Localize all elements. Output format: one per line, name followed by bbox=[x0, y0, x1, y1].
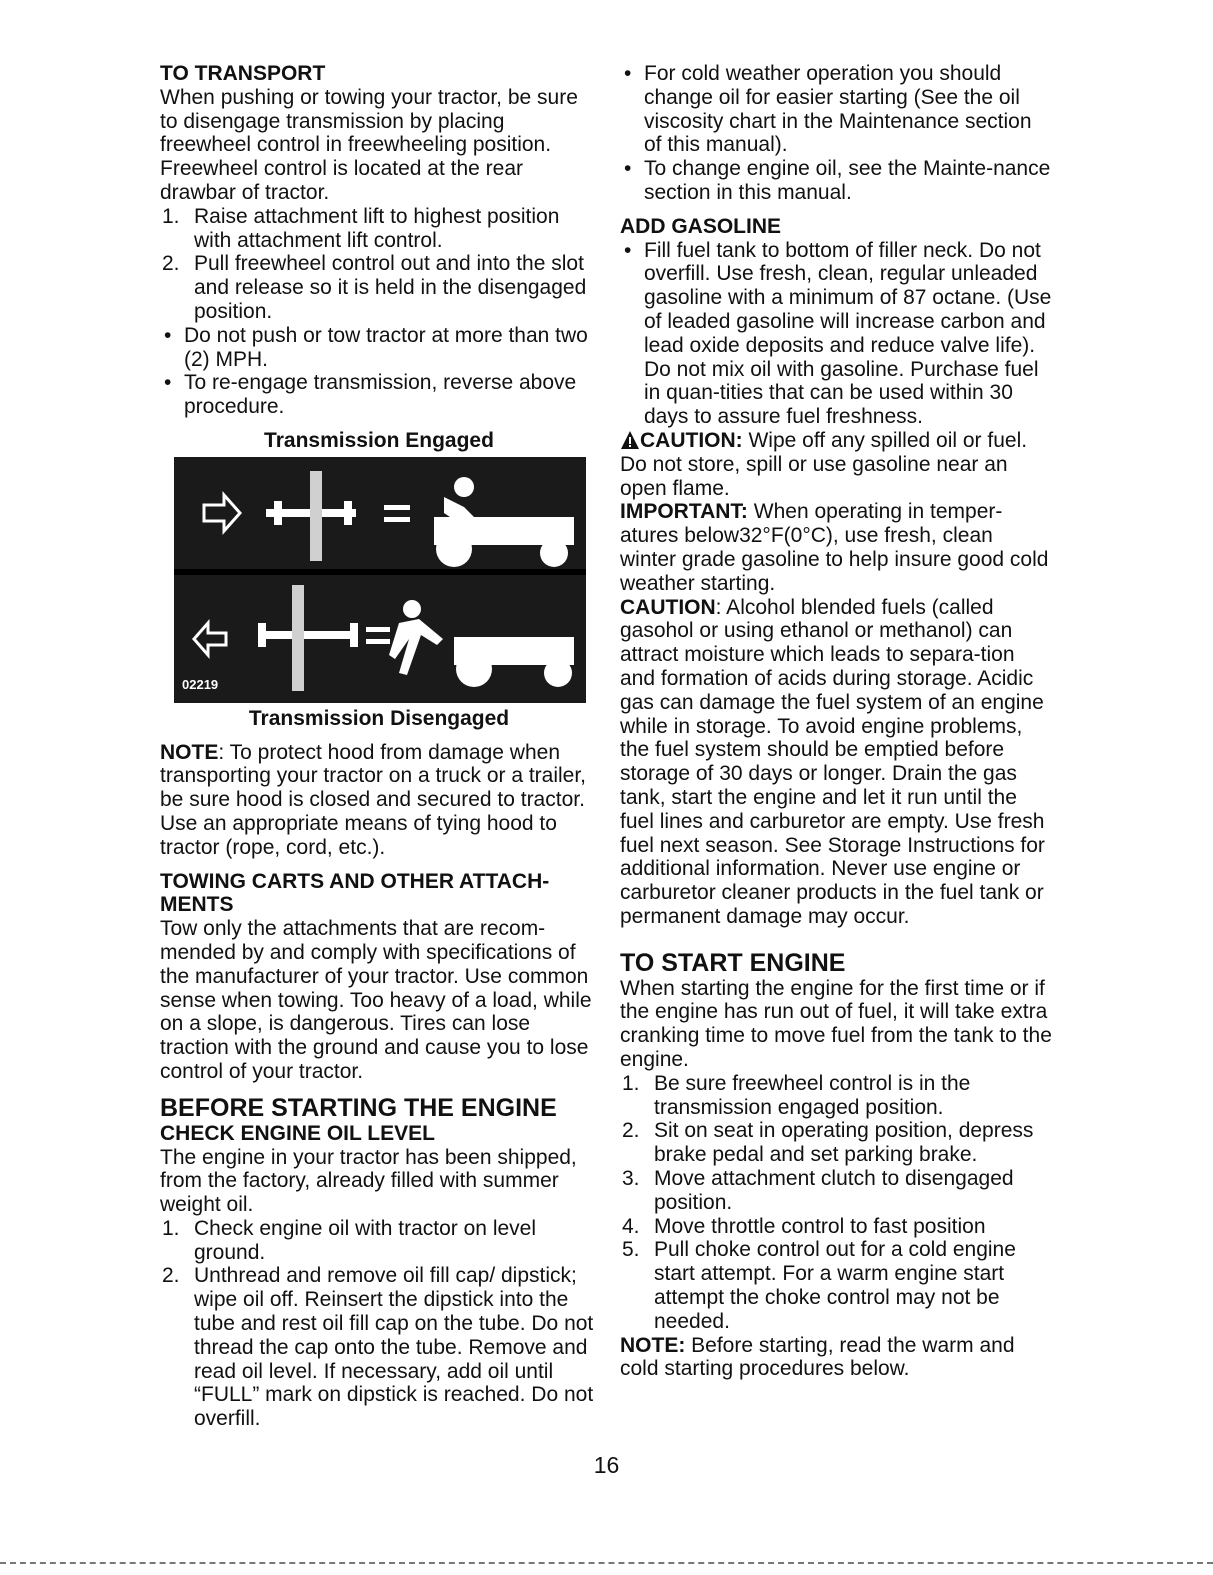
engaged-illustration bbox=[174, 457, 586, 569]
list-item: 1. Raise attachment lift to highest position with attachment lift control. bbox=[162, 204, 560, 252]
oil-level-heading: CHECK ENGINE OIL LEVEL bbox=[160, 1121, 435, 1145]
oil-bullets bbox=[620, 62, 1052, 205]
driver-icon bbox=[454, 477, 474, 497]
control-lever bbox=[310, 471, 322, 561]
control-lever bbox=[292, 585, 304, 691]
alcohol-caution-paragraph: CAUTION: Alcohol blended fuels (called gasohol or using ethanol or methanol) can attract moisture which leads to separa-tion and formation of acids during storage. Acidic gas can damage the fuel system of an engine while in storage. To avoid engine problems, the fuel system should be emptied before storage of 30 days or longer. Drain the gas tank, start the engine and let it run until the fuel lines and carburetor are empty. Use fresh fuel next season. See Storage Instructions for additional information. Never use engine or carburetor cleaner products in the fuel tank or permanent damage may occur. bbox=[620, 595, 1045, 928]
page-divider bbox=[0, 1562, 1213, 1564]
list-item: 1. Be sure freewheel control is in the transmission engaged position. bbox=[622, 1071, 971, 1119]
start-steps bbox=[620, 1072, 1052, 1334]
towing-heading: TOWING CARTS AND OTHER ATTACH-MENTS bbox=[160, 869, 550, 917]
disengaged-illustration bbox=[174, 575, 586, 703]
list-item: • Fill fuel tank to bottom of filler neck. Do not overfill. Use fresh, clean, regular unleaded gasoline with a minimum of 87 octane. (Use of leaded gasoline will increase carbon and lead oxide deposits and reduce valve life). Do not mix oil with gasoline. Purchase fuel in quan-tities that can be used within 30 days to assure fuel freshness. bbox=[624, 238, 1052, 429]
note-paragraph: NOTE: To protect hood from damage when transporting your tractor on a truck or a trailer, be sure hood is closed and secured to tractor. Use an appropriate means of tying hood to tractor (rope, cord, etc.). bbox=[160, 740, 587, 859]
figure-id: 02219 bbox=[182, 676, 219, 692]
list-item: 1. Check engine oil with tractor on level ground. bbox=[162, 1216, 537, 1264]
engaged-panel bbox=[174, 457, 586, 569]
caution-paragraph: CAUTION: Wipe off any spilled oil or fuel. Do not store, spill or use gasoline near an open flame. bbox=[620, 428, 1028, 500]
start-text: When starting the engine for the first time or if the engine has run out of fuel, it will take extra cranking time to move fuel from the tank to the engine. bbox=[620, 976, 1052, 1072]
transport-heading: TO TRANSPORT bbox=[160, 62, 326, 85]
left-column bbox=[160, 62, 598, 1431]
before-starting-heading: BEFORE STARTING THE ENGINE bbox=[160, 1093, 557, 1122]
start-engine-heading: TO START ENGINE bbox=[620, 948, 846, 977]
transmission-figure bbox=[174, 457, 586, 703]
disengaged-panel bbox=[174, 575, 586, 703]
important-paragraph: IMPORTANT: When operating in temper-atures below32°F(0°C), use fresh, clean winter grade gasoline to help insure good cold weather starting. bbox=[620, 500, 1049, 595]
list-item: 2. Unthread and remove oil fill cap/ dipstick; wipe oil off. Reinsert the dipstick into the tube and rest oil fill cap on the tube. Do not thread the cap onto the tube. Remove and read oil level. If necessary, add oil until “FULL” mark on dipstick is reached. Do not overfill. bbox=[162, 1264, 594, 1431]
list-item: 5. Pull choke control out for a cold engine start attempt. For a warm engine start attempt the choke control may not be needed. bbox=[622, 1238, 1016, 1333]
gasoline-bullets bbox=[620, 239, 1052, 429]
page-number: 16 bbox=[593, 1452, 620, 1478]
transport-steps bbox=[160, 205, 598, 324]
warning-triangle-icon bbox=[620, 430, 640, 450]
person-pushing-icon bbox=[403, 600, 421, 618]
oil-steps bbox=[160, 1217, 598, 1431]
transport-bullets bbox=[160, 324, 598, 419]
list-item: • Do not push or tow tractor at more than two (2) MPH. bbox=[164, 323, 588, 371]
list-item: 2. Pull freewheel control out and into the slot and release so it is held in the disengaged position. bbox=[162, 252, 587, 323]
note-starting-paragraph: NOTE: Before starting, read the warm and cold starting procedures below. bbox=[620, 1333, 1015, 1381]
oil-text: The engine in your tractor has been shipped, from the factory, already filled with summer weight oil. bbox=[160, 1145, 577, 1217]
list-item: • To change engine oil, see the Mainte-nance section in this manual. bbox=[624, 157, 1051, 204]
towing-text: Tow only the attachments that are recom-mended by and comply with specifications of the manufacturer of your tractor. Use common sense when towing. Too heavy of a load, while on a slope, is dangerous. Tires can lose traction with the ground and cause you to lose control of your tractor. bbox=[160, 917, 592, 1083]
gasoline-heading: ADD GASOLINE bbox=[620, 214, 782, 238]
list-item: 2. Sit on seat in operating position, depress brake pedal and set parking brake. bbox=[622, 1119, 1034, 1167]
figure-caption-engaged: Transmission Engaged bbox=[264, 428, 494, 452]
list-item: • To re-engage transmission, reverse above procedure. bbox=[164, 371, 577, 419]
control-bar bbox=[258, 631, 358, 639]
list-item: 3. Move attachment clutch to disengaged position. bbox=[622, 1167, 1014, 1214]
right-column bbox=[620, 62, 1052, 1381]
figure-caption-disengaged: Transmission Disengaged bbox=[248, 706, 510, 730]
list-item: • For cold weather operation you should change oil for easier starting (See the oil viscosity chart in the Maintenance section of this manual). bbox=[624, 62, 1032, 157]
transport-text: When pushing or towing your tractor, be sure to disengage transmission by placing freewheel control in freewheeling position. Freewheel control is located at the rear drawbar of tractor. bbox=[160, 85, 578, 204]
list-item: 4. Move throttle control to fast position bbox=[622, 1214, 986, 1238]
